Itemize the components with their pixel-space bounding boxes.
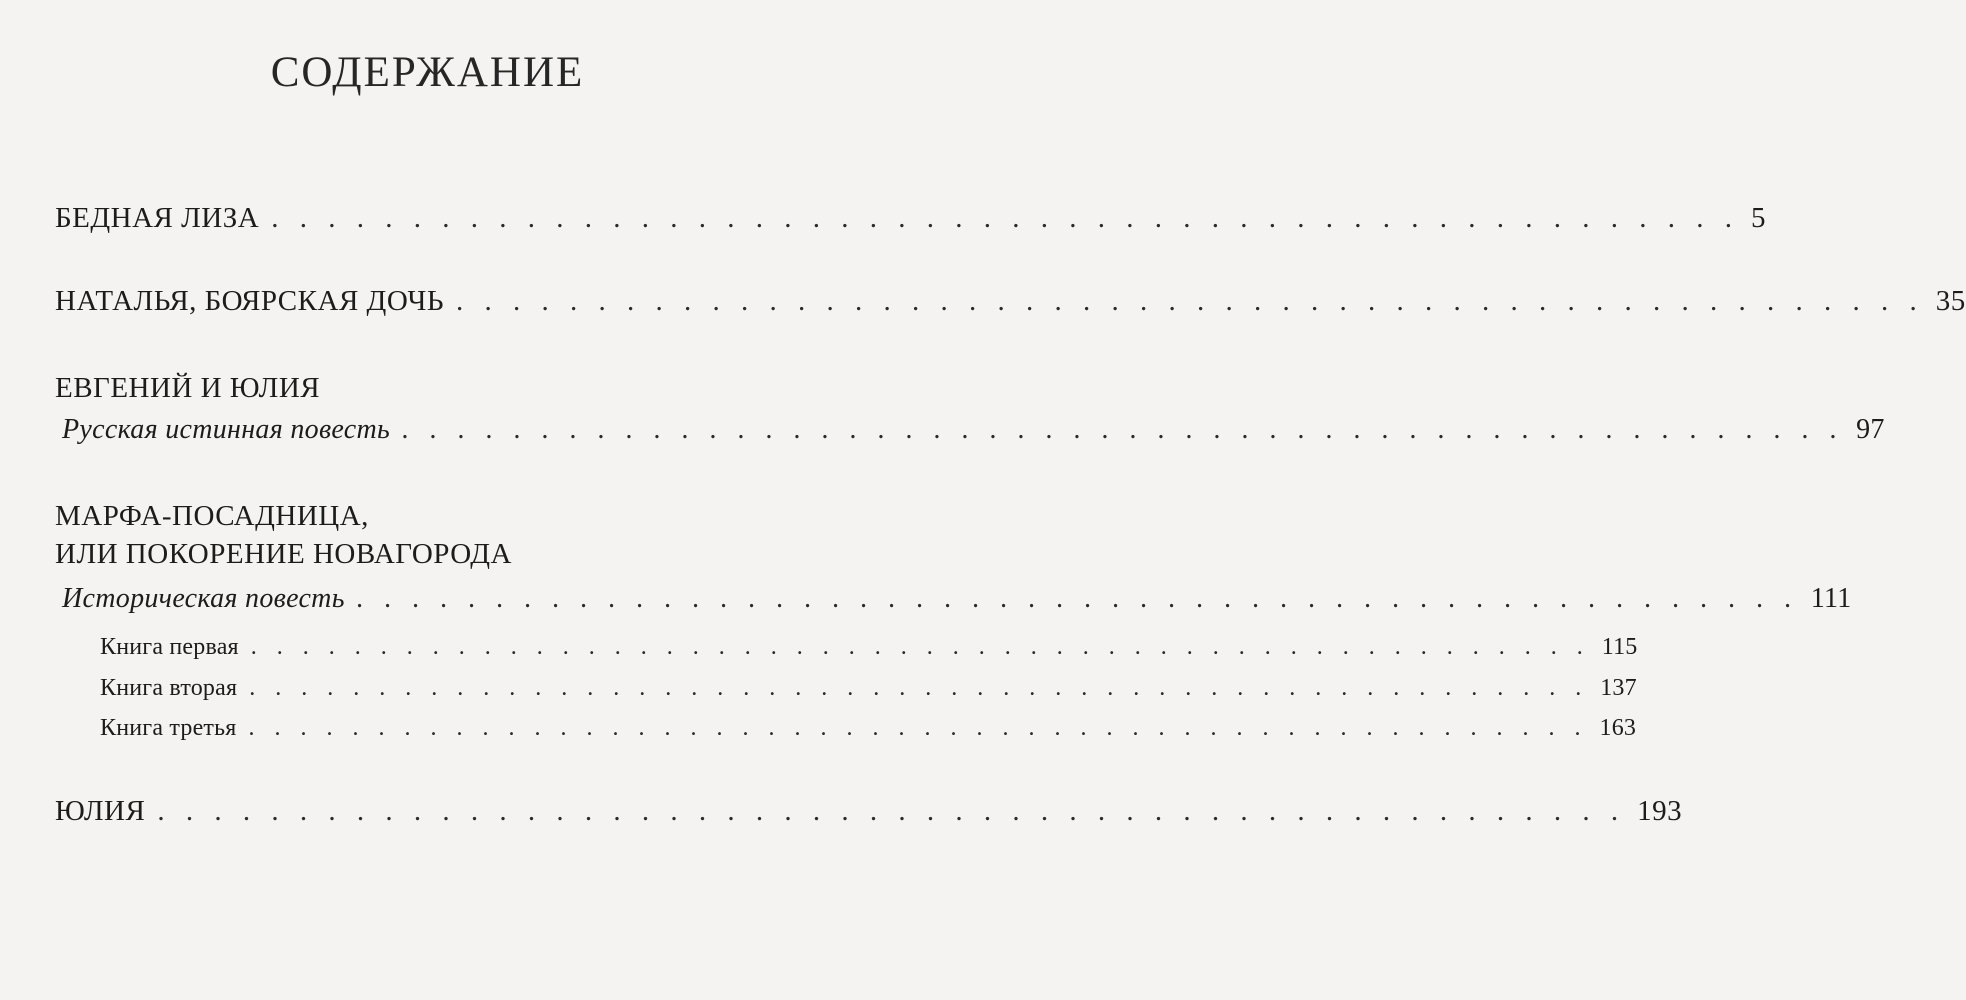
toc-entry-page: 35 (1935, 285, 1966, 317)
dot-leader: . . . . . . . . . . . . . . . . . . . . . . . . . . . . . . . . . . . . . . . . . . . . . . . . . . . . (250, 634, 1590, 660)
page-title: СОДЕРЖАНИЕ (270, 49, 585, 96)
toc-entry-natalya[interactable] (55, 285, 1966, 318)
toc-entry-page: 5 (1750, 202, 1766, 234)
toc-entry-bednaya-liza[interactable] (55, 202, 1766, 235)
toc-subentry-label: Книга первая (100, 634, 239, 660)
toc-entry-label: НАТАЛЬЯ, БОЯРСКАЯ ДОЧЬ (55, 285, 445, 317)
toc-subentry-page: 115 (1601, 634, 1638, 660)
toc-entry-subtitle: Русская истинная повесть (62, 414, 391, 445)
toc-subentry-book-1[interactable] (100, 634, 1638, 661)
toc-subentry-book-2[interactable] (100, 675, 1637, 702)
toc-entry-page: 111 (1810, 583, 1852, 614)
dot-leader: . . . . . . . . . . . . . . . . . . . . . . . . . . . . . . . . . . . . . . . . . . . . . . . . . . . . (249, 675, 1589, 701)
toc-entry-label: БЕДНАЯ ЛИЗА (55, 202, 260, 234)
toc-entry-marfa[interactable] (62, 583, 1852, 615)
toc-entry-heading-line-2: ИЛИ ПОКОРЕНИЕ НОВАГОРОДА (55, 538, 512, 570)
dot-leader: . . . . . . . . . . . . . . . . . . . . . . . . . . . . . . . . . . . . . . . . . . . . . . . . . . . . (356, 583, 1799, 614)
dot-leader: . . . . . . . . . . . . . . . . . . . . . . . . . . . . . . . . . . . . . . . . . . . . . . . . . . . . (157, 795, 1626, 827)
toc-subentry-book-3[interactable] (100, 715, 1637, 742)
dot-leader: . . . . . . . . . . . . . . . . . . . . . . . . . . . . . . . . . . . . . . . . . . . . . . . . . . . . (271, 202, 1739, 234)
toc-entry-page: 97 (1856, 414, 1885, 445)
toc-subentry-label: Книга вторая (100, 675, 238, 701)
toc-entry-page: 193 (1637, 795, 1683, 827)
dot-leader: . . . . . . . . . . . . . . . . . . . . . . . . . . . . . . . . . . . . . . . . . . . . . . . . . . . . (402, 414, 1845, 445)
toc-entry-subtitle: Историческая повесть (62, 583, 345, 614)
dot-leader: . . . . . . . . . . . . . . . . . . . . . . . . . . . . . . . . . . . . . . . . . . . . . . . . . . . . (248, 715, 1588, 741)
toc-subentry-page: 137 (1600, 675, 1637, 701)
toc-entry-label: ЮЛИЯ (55, 795, 146, 827)
toc-subentry-label: Книга третья (100, 715, 237, 741)
dot-leader: . . . . . . . . . . . . . . . . . . . . . . . . . . . . . . . . . . . . . . . . . . . . . . . . . . . . (456, 285, 1924, 317)
toc-entry-yuliya[interactable] (55, 795, 1683, 828)
toc-entry-heading: ЕВГЕНИЙ И ЮЛИЯ (55, 372, 321, 404)
toc-subentry-page: 163 (1599, 715, 1637, 741)
toc-entry-heading-line-1: МАРФА-ПОСАДНИЦА, (55, 500, 369, 532)
toc-entry-evgeniy[interactable] (62, 414, 1885, 446)
